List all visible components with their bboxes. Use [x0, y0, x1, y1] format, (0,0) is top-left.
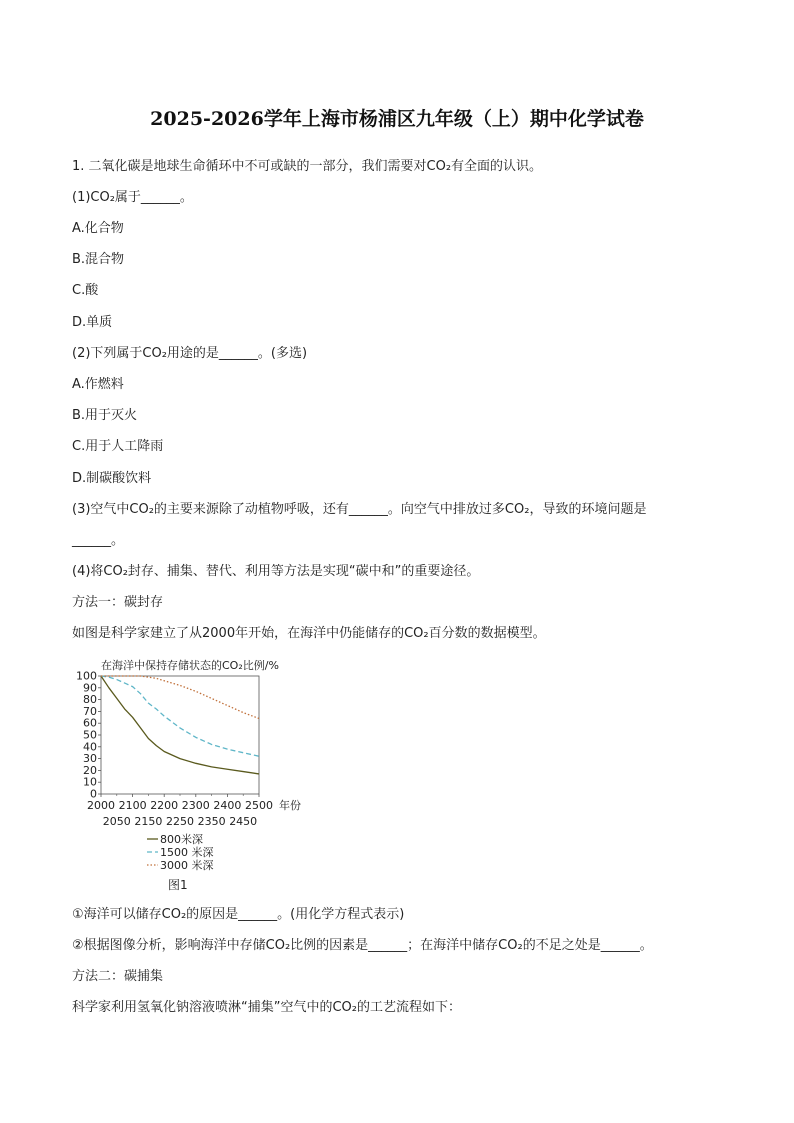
- part-2-option-a[interactable]: A.作燃料: [72, 377, 124, 392]
- y-tick-label: 70: [83, 704, 97, 718]
- part-2-question: (2)下列属于CO₂用途的是______。(多选): [72, 346, 308, 361]
- part-3-question: (3)空气中CO₂的主要来源除了动植物呼吸，还有______。向空气中排放过多CO₂，导致的环境问题是: [72, 502, 647, 517]
- x-tick-label: 2300: [181, 799, 210, 812]
- sub-question-2: ②根据图像分析，影响海洋中存储CO₂比例的因素是______；在海洋中储存CO₂的不足之处是______。: [72, 938, 653, 953]
- question-1-stem: 1. 二氧化碳是地球生命循环中不可或缺的一部分，我们需要对CO₂有全面的认识。: [72, 159, 543, 174]
- series-line-0: [101, 676, 259, 774]
- y-tick-label: 90: [83, 681, 97, 695]
- part-1-option-c[interactable]: C.酸: [72, 283, 99, 298]
- x-tick-label: 2000: [87, 799, 115, 812]
- x-tick-label: 2250: [166, 815, 194, 828]
- x-axis-ticks: [87, 794, 273, 828]
- series-lines: [101, 676, 259, 774]
- part-4-intro: (4)将CO₂封存、捕集、替代、利用等方法是实现“碳中和”的重要途径。: [72, 564, 480, 579]
- x-tick-label: 2450: [229, 815, 258, 828]
- x-tick-label: 2200: [150, 799, 179, 812]
- part-3-question-cont: ______。: [72, 533, 125, 548]
- y-tick-label: 20: [83, 763, 97, 777]
- part-2-option-c[interactable]: C.用于人工降雨: [72, 439, 164, 454]
- y-axis-ticks: [76, 670, 101, 801]
- sub-question-1: ①海洋可以储存CO₂的原因是______。(用化学方程式表示): [72, 907, 405, 922]
- y-tick-label: 80: [83, 693, 97, 707]
- y-tick-label: 60: [83, 716, 97, 730]
- page-title: 2025-2026学年上海市杨浦区九年级（上）期中化学试卷: [150, 108, 644, 130]
- figure-caption: 图1: [168, 878, 188, 892]
- x-tick-label: 2050: [102, 815, 131, 828]
- x-tick-label: 2350: [197, 815, 226, 828]
- model-description: 如图是科学家建立了从2000年开始，在海洋中仍能储存的CO₂百分数的数据模型。: [72, 626, 546, 641]
- y-tick-label: 100: [76, 669, 97, 683]
- x-tick-label: 2400: [213, 799, 242, 812]
- y-tick-label: 30: [83, 752, 97, 766]
- y-tick-label: 40: [83, 740, 97, 754]
- legend-label: 1500 米深: [160, 846, 214, 859]
- part-1-option-b[interactable]: B.混合物: [72, 252, 125, 267]
- part-1-question: (1)CO₂属于______。: [72, 190, 193, 205]
- x-tick-label: 2500: [245, 799, 273, 812]
- part-1-option-d[interactable]: D.单质: [72, 315, 113, 330]
- x-tick-label: 2150: [134, 815, 163, 828]
- plot-frame: [101, 676, 259, 794]
- method-2-heading: 方法二：碳捕集: [72, 969, 164, 984]
- part-1-option-a[interactable]: A.化合物: [72, 221, 124, 236]
- chart-legend: [147, 832, 214, 872]
- co2-storage-chart: [70, 652, 320, 898]
- y-tick-label: 50: [83, 728, 97, 742]
- part-2-option-b[interactable]: B.用于灭火: [72, 408, 138, 423]
- y-tick-label: 0: [90, 787, 97, 801]
- y-tick-label: 10: [83, 775, 97, 789]
- chart-title: 在海洋中保持存储状态的CO₂比例/%: [101, 659, 279, 672]
- method-1-heading: 方法一：碳封存: [72, 595, 164, 610]
- series-line-1: [101, 676, 259, 756]
- x-tick-label: 2100: [118, 799, 147, 812]
- legend-label: 800米深: [160, 833, 203, 846]
- legend-label: 3000 米深: [160, 859, 214, 872]
- x-axis-label: 年份: [279, 799, 301, 812]
- part-2-option-d[interactable]: D.制碳酸饮料: [72, 471, 152, 486]
- capture-description: 科学家利用氢氧化钠溶液喷淋“捕集”空气中的CO₂的工艺流程如下：: [72, 1000, 461, 1015]
